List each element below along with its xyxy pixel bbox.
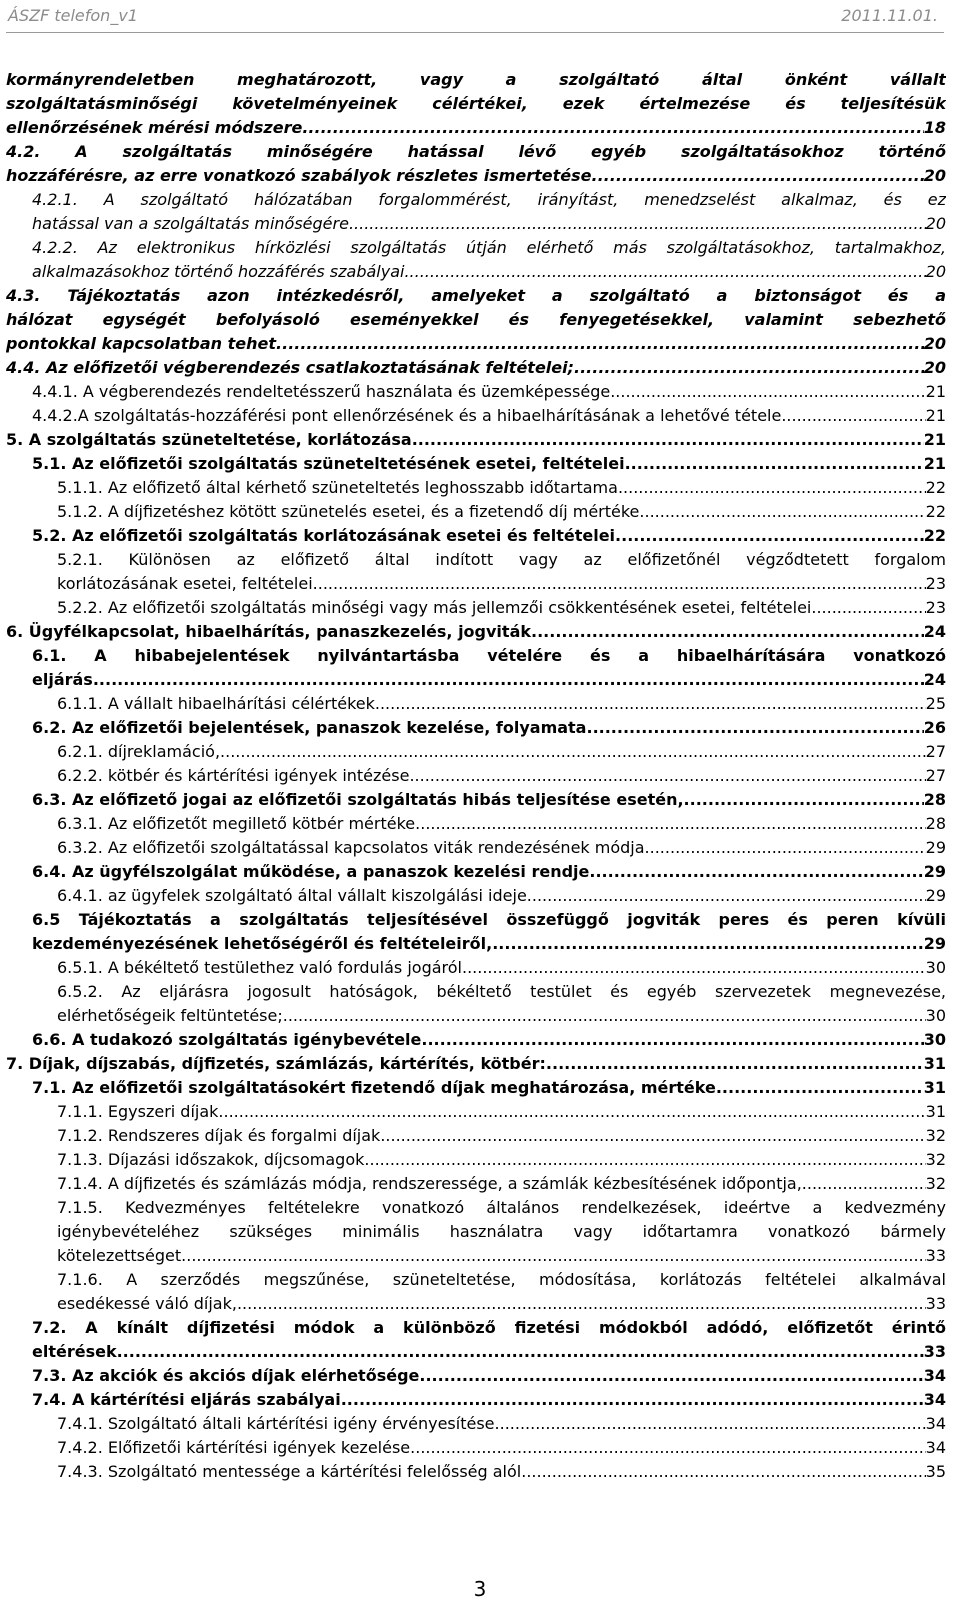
toc-entry-text: eljárás [32, 670, 93, 689]
toc-entry[interactable] [32, 788, 946, 812]
toc-leader-dots [716, 1076, 924, 1100]
toc-entry-text: 7.2. A kínált díjfizetési módok a különböző fizetési módokból adódó, előfizetőt érintő [32, 1318, 946, 1337]
toc-entry[interactable] [32, 932, 946, 956]
toc-page-number: 31 [923, 1078, 946, 1097]
toc-entry-text: 4.4.1. A végberendezés rendeltetésszerű használata és üzemképessége [32, 382, 611, 401]
toc-entry[interactable] [6, 284, 946, 308]
toc-entry-text: 6.3.1. Az előfizetőt megillető kötbér mértéke [57, 814, 416, 833]
toc-entry-text: korlátozásának esetei, feltételei [57, 574, 313, 593]
toc-entry[interactable] [6, 356, 946, 380]
toc-entry[interactable] [57, 692, 946, 716]
toc-page-number: 27 [925, 766, 946, 785]
toc-leader-dots [220, 740, 926, 764]
toc-entry-text: 6.2.1. díjreklamáció, [57, 742, 221, 761]
toc-leader-dots [574, 356, 924, 380]
toc-entry[interactable] [6, 140, 946, 164]
toc-leader-dots [117, 1340, 924, 1364]
toc-page-number: 30 [923, 1030, 946, 1049]
toc-page-number: 33 [923, 1342, 946, 1361]
toc-leader-dots [586, 716, 923, 740]
toc-leader-dots [462, 956, 926, 980]
toc-entry-text: 5.1.1. Az előfizető által kérhető szüneteltetés leghosszabb időtartama [57, 478, 618, 497]
toc-entry[interactable] [57, 836, 946, 860]
toc-page-number: 20 [923, 166, 946, 185]
toc-entry[interactable] [32, 260, 946, 284]
toc-entry[interactable] [6, 92, 946, 116]
toc-entry-text: hozzáférésre, az erre vonatkozó szabályok részletes ismertetése [6, 166, 592, 185]
toc-entry[interactable] [57, 764, 946, 788]
toc-page-number: 30 [925, 1006, 946, 1025]
header-document-title: ÁSZF telefon_v1 [8, 6, 138, 25]
toc-entry[interactable] [57, 1148, 946, 1172]
toc-entry[interactable] [6, 332, 946, 356]
toc-page-number: 33 [925, 1246, 946, 1265]
toc-page-number: 33 [925, 1294, 946, 1313]
toc-entry-text: 6.1.1. A vállalt hibaelhárítási célértékek [57, 694, 375, 713]
toc-page-number: 24 [923, 670, 946, 689]
toc-entry-text: 7.1.5. Kedvezményes feltételekre vonatkozó általános rendelkezések, ideértve a kedvezmény [57, 1198, 946, 1217]
page-header [0, 6, 960, 32]
toc-page-number: 34 [923, 1366, 946, 1385]
toc-leader-dots [618, 476, 926, 500]
toc-leader-dots [645, 836, 926, 860]
toc-entry[interactable] [32, 1028, 946, 1052]
toc-leader-dots [349, 212, 926, 236]
toc-page-number: 23 [925, 574, 946, 593]
toc-entry-text: 5.2. Az előfizetői szolgáltatás korlátozásának esetei és feltételei [32, 526, 616, 545]
toc-entry-text: 5.2.2. Az előfizetői szolgáltatás minőségi vagy más jellemzői csökkentésének esetei, feltételei [57, 598, 812, 617]
toc-entry-text: 6. Ügyfélkapcsolat, hibaelhárítás, panaszkezelés, jogviták [6, 622, 531, 641]
toc-page-number: 30 [925, 958, 946, 977]
toc-page-number: 29 [923, 934, 946, 953]
toc-page-number: 31 [923, 1054, 946, 1073]
toc-entry-text: 7.1.2. Rendszeres díjak és forgalmi díjak [57, 1126, 381, 1145]
toc-leader-dots [625, 452, 924, 476]
toc-entry[interactable] [57, 1436, 946, 1460]
toc-leader-dots [495, 1412, 926, 1436]
toc-entry-text: 4.4.2.A szolgáltatás-hozzáférési pont ellenőrzésének és a hibaelhárításának a lehetővé tétele [32, 406, 782, 425]
toc-entry[interactable] [57, 1004, 946, 1028]
toc-entry[interactable] [32, 1316, 946, 1340]
toc-leader-dots [409, 764, 925, 788]
toc-entry[interactable] [57, 572, 946, 596]
toc-leader-dots [375, 692, 926, 716]
toc-entry[interactable] [57, 1100, 946, 1124]
toc-page-number: 32 [925, 1126, 946, 1145]
toc-leader-dots [341, 1388, 924, 1412]
toc-leader-dots [412, 428, 924, 452]
toc-leader-dots [93, 668, 924, 692]
toc-entry[interactable] [32, 404, 946, 428]
toc-entry-text: szolgáltatásminőségi követelményeinek célértékei, ezek értelmezése és teljesítésük [6, 94, 946, 113]
toc-leader-dots [237, 1292, 926, 1316]
toc-page-number: 32 [925, 1174, 946, 1193]
toc-page-number: 20 [923, 334, 946, 353]
toc-entry-text: eltérések [32, 1342, 117, 1361]
toc-entry[interactable] [6, 164, 946, 188]
toc-page-number: 21 [923, 430, 946, 449]
toc-entry-text: 7.1. Az előfizetői szolgáltatásokért fizetendő díjak meghatározása, mértéke [32, 1078, 716, 1097]
toc-entry-text: 6.3. Az előfizető jogai az előfizetői szolgáltatás hibás teljesítése esetén, [32, 790, 684, 809]
toc-entry-text: 5.1.2. A díjfizetéshez kötött szünetelés esetei, és a fizetendő díj mértéke [57, 502, 640, 521]
toc-page-number: 26 [923, 718, 946, 737]
toc-entry[interactable] [6, 116, 946, 140]
toc-entry[interactable] [57, 956, 946, 980]
toc-entry-text: pontokkal kapcsolatban tehet [6, 334, 277, 353]
toc-entry[interactable] [32, 1364, 946, 1388]
toc-entry[interactable] [57, 1220, 946, 1244]
page-number: 3 [473, 1577, 487, 1601]
toc-leader-dots [421, 1028, 923, 1052]
toc-entry-text: 6.3.2. Az előfizetői szolgáltatással kapcsolatos viták rendezésének módja [57, 838, 645, 857]
toc-leader-dots [302, 116, 923, 140]
toc-page-number: 20 [925, 262, 946, 281]
toc-entry[interactable] [6, 428, 946, 452]
toc-entry[interactable] [32, 524, 946, 548]
toc-entry-text: ellenőrzésének mérési módszere [6, 118, 303, 137]
toc-entry[interactable] [57, 500, 946, 524]
toc-leader-dots [404, 260, 925, 284]
toc-entry-text: 7.3. Az akciók és akciós díjak elérhetősége [32, 1366, 420, 1385]
toc-entry[interactable] [32, 452, 946, 476]
toc-entry[interactable] [32, 188, 946, 212]
toc-entry-text: 6.5.1. A békéltető testülethez való fordulás jogáról [57, 958, 462, 977]
toc-page-number: 18 [923, 118, 946, 137]
toc-entry-text: 7.4.2. Előfizetői kártérítési igények kezelése [57, 1438, 411, 1457]
toc-leader-dots [781, 404, 925, 428]
toc-entry[interactable] [6, 1052, 946, 1076]
toc-entry[interactable] [57, 548, 946, 572]
toc-entry-text: 7. Díjak, díjszabás, díjfizetés, számlázás, kártérítés, kötbér: [6, 1054, 546, 1073]
toc-entry-text: 4.3. Tájékoztatás azon intézkedésről, amelyeket a szolgáltató a biztonságot és a [6, 286, 946, 305]
toc-leader-dots [313, 572, 926, 596]
toc-entry[interactable] [32, 668, 946, 692]
toc-page-number: 21 [925, 406, 946, 425]
toc-entry-text: elérhetőségeik feltüntetése; [57, 1006, 283, 1025]
toc-leader-dots [492, 932, 924, 956]
toc-page-number: 31 [925, 1102, 946, 1121]
toc-entry[interactable] [32, 908, 946, 932]
toc-entry-text: hálózat egységét befolyásoló eseményekkel és fenyegetésekkel, valamint sebezhető [6, 310, 946, 329]
toc-leader-dots [811, 596, 925, 620]
toc-leader-dots [526, 1460, 925, 1484]
toc-leader-dots [364, 1148, 925, 1172]
toc-entry[interactable] [32, 716, 946, 740]
toc-entry[interactable] [57, 1196, 946, 1220]
toc-entry[interactable] [32, 1340, 946, 1364]
toc-entry[interactable] [57, 1172, 946, 1196]
toc-entry-text: 6.5 Tájékoztatás a szolgáltatás teljesítésével összefüggő jogviták peres és peren kívüli [32, 910, 946, 929]
toc-entry-text: 6.4. Az ügyfélszolgálat működése, a panaszok kezelési rendje [32, 862, 590, 881]
toc-entry-text: 7.1.6. A szerződés megszűnése, szüneteltetése, módosítása, korlátozás feltételei alkalmával [57, 1270, 946, 1289]
toc-leader-dots [592, 164, 924, 188]
toc-entry[interactable] [32, 236, 946, 260]
toc-entry-text: 7.4.3. Szolgáltató mentessége a kártérítési felelősség alól. [57, 1462, 527, 1481]
toc-entry[interactable] [57, 980, 946, 1004]
toc-entry-text: 7.4.1. Szolgáltató általi kártérítési igény érvényesítése [57, 1414, 495, 1433]
toc-page-number: 29 [925, 838, 946, 857]
toc-entry-text: 4.4. Az előfizetői végberendezés csatlakoztatásának feltételei; [6, 358, 575, 377]
toc-entry[interactable] [32, 1076, 946, 1100]
toc-leader-dots [181, 1244, 926, 1268]
toc-page-number: 34 [925, 1414, 946, 1433]
toc-leader-dots [610, 380, 925, 404]
toc-entry-text: 6.6. A tudakozó szolgáltatás igénybevétele [32, 1030, 422, 1049]
toc-page-number: 28 [925, 814, 946, 833]
toc-page-number: 32 [925, 1150, 946, 1169]
toc-entry-text: kormányrendeletben meghatározott, vagy a szolgáltató által önként vállalt [6, 70, 946, 89]
toc-entry-text: kötelezettséget [57, 1246, 182, 1265]
toc-entry-text: 7.4. A kártérítési eljárás szabályai [32, 1390, 341, 1409]
toc-entry[interactable] [32, 212, 946, 236]
toc-page-number: 22 [925, 502, 946, 521]
toc-leader-dots [615, 524, 924, 548]
toc-entry[interactable] [57, 1124, 946, 1148]
toc-entry[interactable] [32, 860, 946, 884]
header-divider [6, 32, 944, 33]
toc-entry[interactable] [6, 308, 946, 332]
toc-leader-dots [283, 1004, 926, 1028]
toc-entry[interactable] [57, 1292, 946, 1316]
toc-leader-dots [276, 332, 924, 356]
toc-page-number: 22 [923, 526, 946, 545]
toc-page-number: 22 [925, 478, 946, 497]
toc-entry-text: 5. A szolgáltatás szüneteltetése, korlátozása [6, 430, 412, 449]
toc-page-number: 34 [925, 1438, 946, 1457]
toc-leader-dots [527, 884, 926, 908]
toc-entry-text: 6.1. A hibabejelentések nyilvántartásba vételére és a hibaelhárítására vonatkozó [32, 646, 946, 665]
toc-leader-dots [802, 1172, 926, 1196]
toc-entry[interactable] [6, 620, 946, 644]
toc-leader-dots [415, 812, 926, 836]
toc-entry-text: esedékessé váló díjak, [57, 1294, 237, 1313]
toc-page-number: 21 [923, 454, 946, 473]
toc-entry-text: 6.2.2. kötbér és kártérítési igények intézése [57, 766, 410, 785]
toc-entry-text: 7.1.4. A díjfizetés és számlázás módja, rendszeressége, a számlák kézbesítésének időpontja, [57, 1174, 802, 1193]
header-date: 2011.11.01. [841, 6, 938, 25]
toc-page-number: 34 [923, 1390, 946, 1409]
toc-leader-dots [218, 1100, 925, 1124]
toc-leader-dots [639, 500, 925, 524]
toc-entry-text: 4.2. A szolgáltatás minőségére hatással lévő egyéb szolgáltatásokhoz történő [6, 142, 946, 161]
toc-page-number: 27 [925, 742, 946, 761]
toc-leader-dots [546, 1052, 924, 1076]
table-of-contents [0, 68, 960, 1484]
toc-page-number: 35 [925, 1462, 946, 1481]
toc-entry-text: 5.2.1. Különösen az előfizető által indított vagy az előfizetőnél végződtetett forgalom [57, 550, 946, 569]
toc-page-number: 29 [923, 862, 946, 881]
toc-leader-dots [684, 788, 924, 812]
toc-page-number: 25 [925, 694, 946, 713]
toc-entry[interactable] [57, 812, 946, 836]
toc-page-number: 20 [923, 358, 946, 377]
toc-entry-text: 7.1.1. Egyszeri díjak [57, 1102, 219, 1121]
toc-entry[interactable] [57, 1412, 946, 1436]
toc-entry-text: 4.2.1. A szolgáltató hálózatában forgalommérést, irányítást, menedzselést alkalmaz, és ez [32, 190, 946, 209]
toc-entry[interactable] [32, 1388, 946, 1412]
toc-page-number: 20 [925, 214, 946, 233]
toc-entry[interactable] [57, 1460, 946, 1484]
toc-entry-text: igénybevételéhez szükséges minimális használatra vagy időtartamra vonatkozó bármely [57, 1222, 946, 1241]
toc-entry[interactable] [57, 476, 946, 500]
toc-leader-dots [419, 1364, 923, 1388]
toc-entry-text: 6.5.2. Az eljárásra jogosult hatóságok, békéltető testület és egyéb szervezetek megnevezése, [57, 982, 946, 1001]
toc-entry-text: hatással van a szolgáltatás minőségére [32, 214, 349, 233]
toc-page-number: 29 [925, 886, 946, 905]
toc-entry-text: 5.1. Az előfizetői szolgáltatás szüneteltetésének esetei, feltételei [32, 454, 625, 473]
toc-entry[interactable] [57, 1244, 946, 1268]
toc-entry-text: 6.4.1. az ügyfelek szolgáltató által vállalt kiszolgálási ideje [57, 886, 527, 905]
toc-entry[interactable] [57, 1268, 946, 1292]
toc-page-number: 28 [923, 790, 946, 809]
toc-entry[interactable] [6, 68, 946, 92]
toc-leader-dots [531, 620, 924, 644]
toc-entry[interactable] [57, 740, 946, 764]
toc-entry-text: 4.2.2. Az elektronikus hírközlési szolgáltatás útján elérhető más szolgáltatásokhoz, tartalmakhoz, [32, 238, 946, 257]
toc-entry[interactable] [32, 380, 946, 404]
toc-entry-text: kezdeményezésének lehetőségéről és feltételeiről, [32, 934, 493, 953]
toc-page-number: 24 [923, 622, 946, 641]
toc-leader-dots [410, 1436, 926, 1460]
toc-entry[interactable] [32, 644, 946, 668]
toc-entry[interactable] [57, 596, 946, 620]
toc-page-number: 21 [925, 382, 946, 401]
toc-entry-text: 6.2. Az előfizetői bejelentések, panaszok kezelése, folyamata [32, 718, 587, 737]
toc-leader-dots [380, 1124, 925, 1148]
toc-entry-text: alkalmazásokhoz történő hozzáférés szabályai [32, 262, 405, 281]
toc-page-number: 23 [925, 598, 946, 617]
toc-leader-dots [589, 860, 923, 884]
toc-entry-text: 7.1.3. Díjazási időszakok, díjcsomagok [57, 1150, 365, 1169]
toc-entry[interactable] [57, 884, 946, 908]
